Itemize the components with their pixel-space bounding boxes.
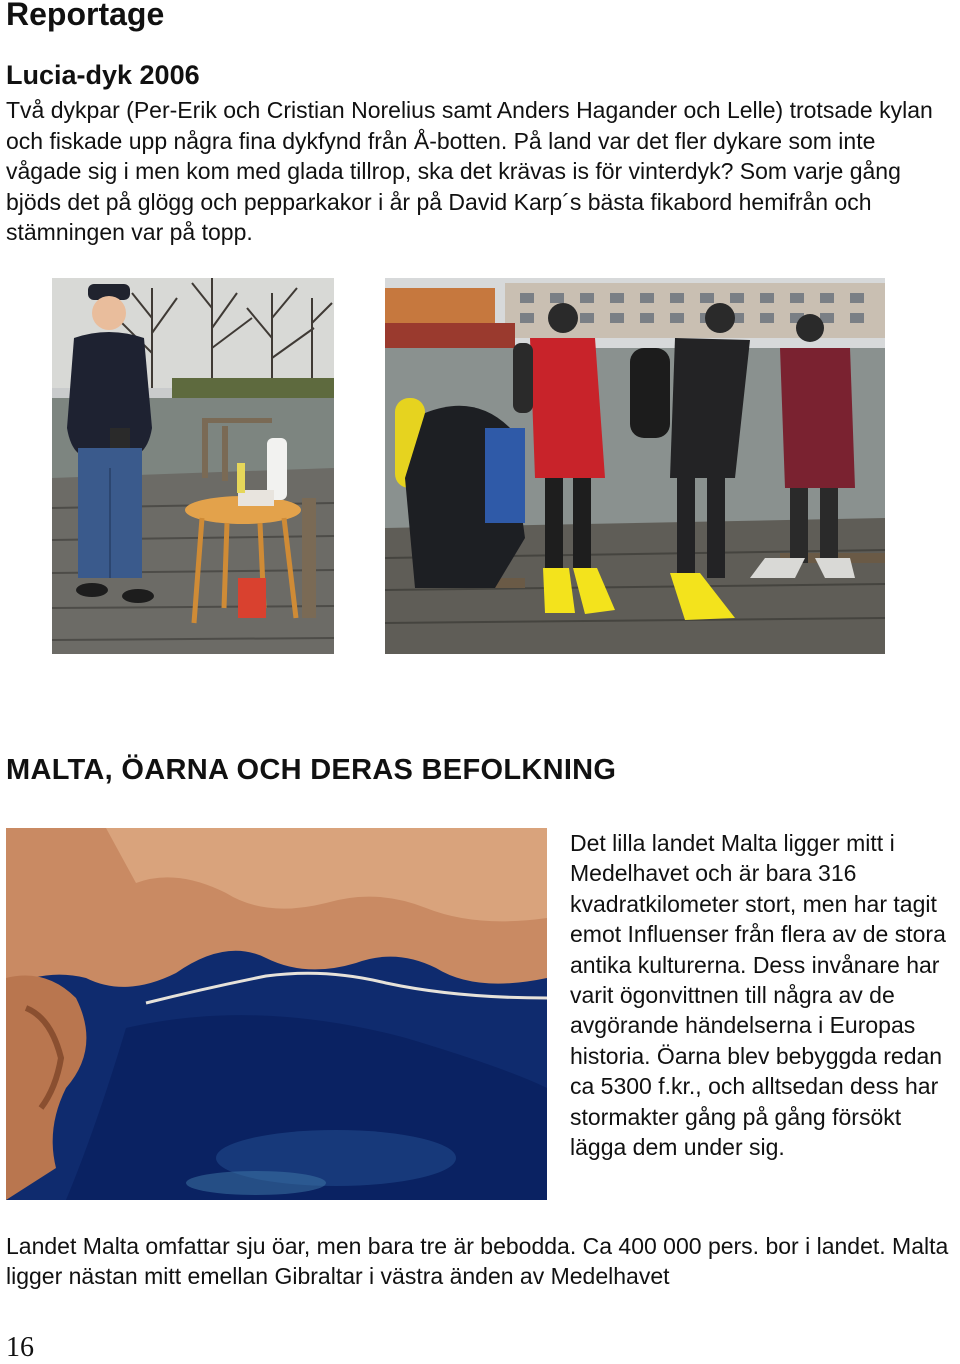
- article-body: Två dykpar (Per-Erik och Cristian Norelius samt Anders Hagander och Lelle) trotsade kylan och fiskade upp några fina dykfynd från Å-botten. På land var det fler dykare som inte vågade sig i men kom med glada tillrop, ska det krävas is för vinterdyk? Som varje gång bjöds det på glögg och pepparkakor i år på David Karp´s bästa fikabord hemifrån och stämningen var på topp.: [6, 97, 933, 245]
- page-number: 16: [6, 1332, 34, 1363]
- malta-side-text: Det lilla landet Malta ligger mitt i Medelhavet och är bara 316 kvadratkilometer stort, men har tagit emot Influenser från flera av de stora antika kulturerna. Dess invånare har varit ögonvittnen till några av de avgörande händelserna i Europas historia. Öarna blev bebyggda redan ca 5300 f.kr., och alltsedan dess har stormakter gång på gång försökt lägga dem under sig.: [570, 830, 946, 1161]
- malta-bottom-text: Landet Malta omfattar sju öar, men bara tre är bebodda. Ca 400 000 pers. bor i landet. Malta ligger nästan mitt emellan Gibraltar i västra änden av Medelhavet: [6, 1233, 949, 1289]
- photo-malta-coast: [6, 828, 547, 1200]
- photo-man-on-dock: [52, 278, 334, 654]
- photo-divers-on-dock: [385, 278, 885, 654]
- section-title: Reportage: [6, 0, 165, 32]
- article-title: Lucia-dyk 2006: [6, 60, 200, 90]
- malta-heading: MALTA, ÖARNA OCH DERAS BEFOLKNING: [6, 754, 617, 786]
